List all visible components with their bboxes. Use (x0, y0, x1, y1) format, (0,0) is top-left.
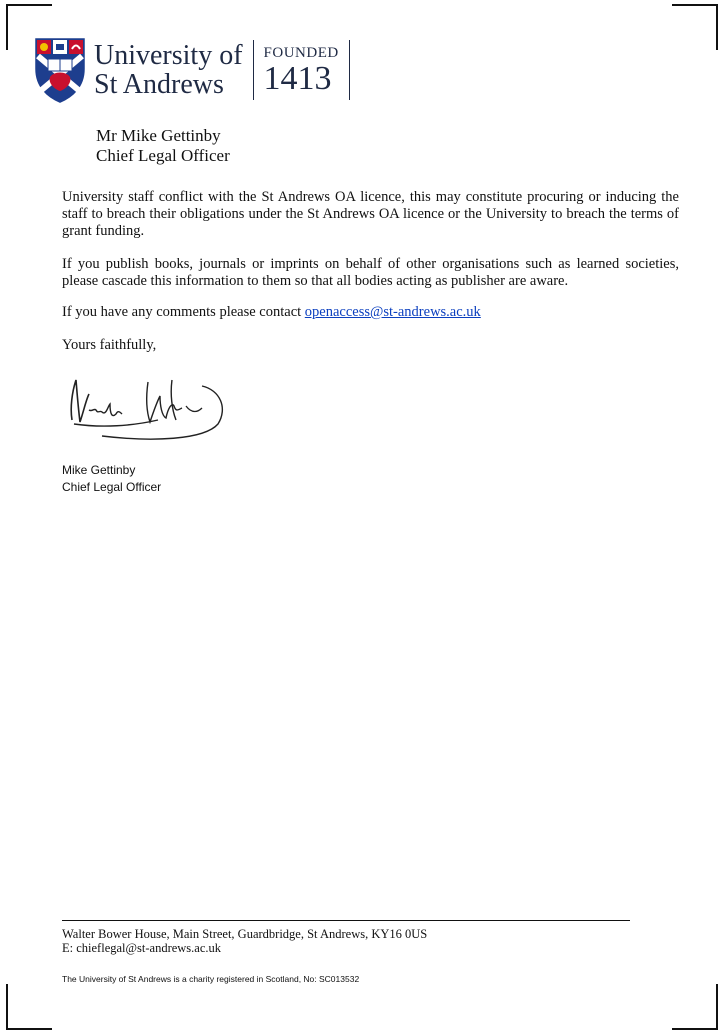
founded-label: FOUNDED (263, 45, 339, 61)
addressee-name: Mr Mike Gettinby (96, 126, 221, 145)
crop-mark-top-right (672, 4, 718, 50)
footer-email: E: chieflegal@st-andrews.ac.uk (62, 941, 222, 955)
university-name-line2: St Andrews (94, 69, 224, 100)
footer-address: Walter Bower House, Main Street, Guardbridge, St Andrews, KY16 0US (62, 927, 428, 941)
logo-divider (253, 40, 254, 100)
university-crest-icon (34, 37, 86, 103)
signer-block (62, 462, 161, 496)
crop-mark-bottom-right (672, 984, 718, 1030)
contact-prefix: If you have any comments please contact (62, 304, 305, 320)
addressee-title: Chief Legal Officer (96, 146, 230, 165)
body-paragraph-2: If you publish books, journals or imprints on behalf of other organisations such as learned societies, please cascade this information to them so that all bodies acting as publisher are aware. (62, 256, 679, 289)
university-logo (34, 36, 360, 104)
founded-year: 1413 (263, 60, 332, 97)
university-name (94, 41, 243, 99)
body-paragraph-1: University staff conflict with the St Andrews OA licence, this may constitute procuring or inducing the staff to breach their obligations under the St Andrews OA licence or the University to breach the terms of grant funding. (62, 189, 679, 239)
crop-mark-bottom-left (6, 984, 52, 1030)
university-name-line1: University of (94, 40, 243, 71)
addressee-block (96, 126, 230, 166)
signer-title: Chief Legal Officer (62, 480, 162, 494)
signer-name: Mike Gettinby (62, 463, 136, 477)
logo-divider-right (349, 40, 350, 100)
closing-line: Yours faithfully, (62, 337, 157, 353)
footer-divider (62, 920, 630, 921)
handwritten-signature (62, 370, 232, 446)
body-paragraph-contact (62, 304, 679, 321)
contact-email-link[interactable]: openaccess@st-andrews.ac.uk (304, 304, 481, 320)
charity-notice: The University of St Andrews is a charity registered in Scotland, No: SC013532 (62, 974, 360, 984)
founded-block (264, 44, 339, 96)
footer-block (62, 927, 427, 955)
